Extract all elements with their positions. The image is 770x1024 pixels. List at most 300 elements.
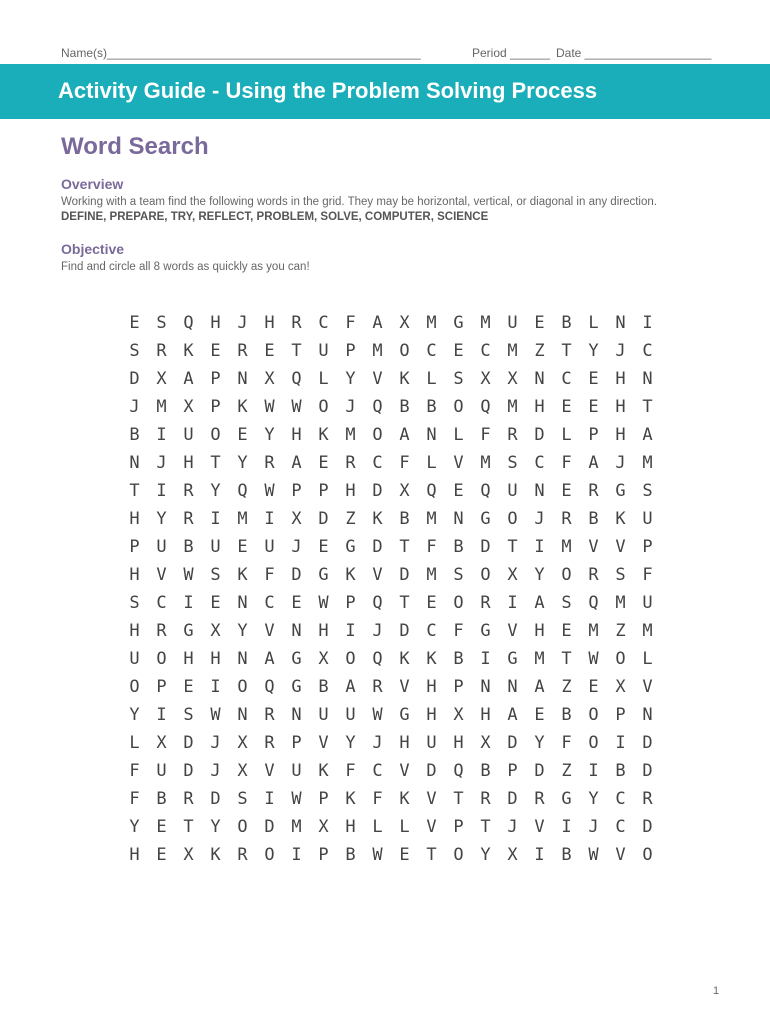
- grid-letter[interactable]: R: [561, 509, 572, 529]
- grid-letter[interactable]: C: [426, 621, 437, 641]
- grid-letter[interactable]: N: [237, 369, 248, 389]
- grid-letter[interactable]: I: [156, 481, 167, 501]
- grid-letter[interactable]: J: [210, 761, 221, 781]
- grid-letter[interactable]: X: [183, 397, 194, 417]
- grid-letter[interactable]: I: [183, 593, 194, 613]
- grid-letter[interactable]: F: [561, 733, 572, 753]
- grid-letter[interactable]: I: [642, 313, 653, 333]
- grid-letter[interactable]: Y: [534, 565, 545, 585]
- grid-letter[interactable]: L: [129, 733, 140, 753]
- grid-letter[interactable]: O: [453, 845, 464, 865]
- grid-letter[interactable]: W: [372, 845, 383, 865]
- grid-letter[interactable]: O: [480, 565, 491, 585]
- grid-letter[interactable]: O: [588, 705, 599, 725]
- grid-letter[interactable]: O: [399, 341, 410, 361]
- grid-letter[interactable]: C: [561, 369, 572, 389]
- grid-letter[interactable]: E: [237, 425, 248, 445]
- grid-letter[interactable]: F: [129, 789, 140, 809]
- grid-letter[interactable]: S: [156, 313, 167, 333]
- grid-letter[interactable]: V: [372, 369, 383, 389]
- grid-letter[interactable]: E: [210, 341, 221, 361]
- grid-letter[interactable]: A: [534, 593, 545, 613]
- grid-letter[interactable]: M: [561, 537, 572, 557]
- grid-letter[interactable]: E: [588, 397, 599, 417]
- grid-letter[interactable]: E: [561, 481, 572, 501]
- grid-letter[interactable]: T: [291, 341, 302, 361]
- grid-letter[interactable]: E: [156, 845, 167, 865]
- grid-letter[interactable]: Y: [156, 509, 167, 529]
- grid-letter[interactable]: H: [615, 369, 626, 389]
- grid-letter[interactable]: I: [291, 845, 302, 865]
- grid-letter[interactable]: K: [237, 397, 248, 417]
- grid-letter[interactable]: P: [453, 677, 464, 697]
- grid-letter[interactable]: D: [372, 537, 383, 557]
- grid-letter[interactable]: H: [129, 621, 140, 641]
- grid-letter[interactable]: O: [507, 509, 518, 529]
- grid-letter[interactable]: H: [399, 733, 410, 753]
- grid-letter[interactable]: J: [210, 733, 221, 753]
- grid-letter[interactable]: Y: [345, 733, 356, 753]
- grid-letter[interactable]: R: [264, 453, 275, 473]
- grid-letter[interactable]: T: [129, 481, 140, 501]
- grid-letter[interactable]: L: [588, 313, 599, 333]
- grid-letter[interactable]: J: [507, 817, 518, 837]
- grid-letter[interactable]: I: [156, 425, 167, 445]
- grid-letter[interactable]: Q: [588, 593, 599, 613]
- grid-letter[interactable]: H: [291, 425, 302, 445]
- grid-letter[interactable]: K: [615, 509, 626, 529]
- grid-letter[interactable]: U: [318, 341, 329, 361]
- grid-letter[interactable]: A: [264, 649, 275, 669]
- grid-letter[interactable]: C: [642, 341, 653, 361]
- grid-letter[interactable]: S: [210, 565, 221, 585]
- grid-letter[interactable]: D: [534, 761, 545, 781]
- grid-letter[interactable]: H: [426, 705, 437, 725]
- grid-letter[interactable]: X: [507, 565, 518, 585]
- grid-letter[interactable]: L: [318, 369, 329, 389]
- grid-letter[interactable]: D: [291, 565, 302, 585]
- grid-letter[interactable]: Y: [129, 705, 140, 725]
- grid-letter[interactable]: I: [345, 621, 356, 641]
- grid-letter[interactable]: M: [372, 341, 383, 361]
- grid-letter[interactable]: W: [372, 705, 383, 725]
- grid-letter[interactable]: T: [426, 845, 437, 865]
- grid-letter[interactable]: H: [183, 453, 194, 473]
- grid-letter[interactable]: D: [372, 481, 383, 501]
- grid-letter[interactable]: N: [534, 481, 545, 501]
- grid-letter[interactable]: X: [210, 621, 221, 641]
- grid-letter[interactable]: M: [345, 425, 356, 445]
- grid-letter[interactable]: T: [183, 817, 194, 837]
- grid-letter[interactable]: C: [318, 313, 329, 333]
- grid-letter[interactable]: E: [399, 845, 410, 865]
- grid-letter[interactable]: C: [156, 593, 167, 613]
- grid-letter[interactable]: Y: [237, 621, 248, 641]
- grid-letter[interactable]: W: [291, 789, 302, 809]
- grid-letter[interactable]: N: [615, 313, 626, 333]
- grid-letter[interactable]: C: [264, 593, 275, 613]
- grid-letter[interactable]: Y: [534, 733, 545, 753]
- grid-letter[interactable]: E: [534, 705, 545, 725]
- grid-letter[interactable]: X: [291, 509, 302, 529]
- grid-letter[interactable]: M: [156, 397, 167, 417]
- grid-letter[interactable]: I: [588, 761, 599, 781]
- grid-letter[interactable]: K: [183, 341, 194, 361]
- grid-letter[interactable]: H: [264, 313, 275, 333]
- grid-letter[interactable]: P: [318, 789, 329, 809]
- grid-letter[interactable]: J: [156, 453, 167, 473]
- grid-letter[interactable]: N: [453, 509, 464, 529]
- grid-letter[interactable]: W: [318, 593, 329, 613]
- grid-letter[interactable]: U: [156, 761, 167, 781]
- grid-letter[interactable]: L: [426, 453, 437, 473]
- grid-letter[interactable]: F: [129, 761, 140, 781]
- grid-letter[interactable]: H: [129, 565, 140, 585]
- grid-letter[interactable]: X: [480, 733, 491, 753]
- grid-letter[interactable]: R: [183, 789, 194, 809]
- grid-letter[interactable]: G: [345, 537, 356, 557]
- grid-letter[interactable]: Z: [615, 621, 626, 641]
- grid-letter[interactable]: O: [318, 397, 329, 417]
- grid-letter[interactable]: X: [615, 677, 626, 697]
- grid-letter[interactable]: V: [615, 845, 626, 865]
- grid-letter[interactable]: B: [453, 649, 464, 669]
- grid-letter[interactable]: M: [507, 397, 518, 417]
- grid-letter[interactable]: A: [291, 453, 302, 473]
- grid-letter[interactable]: T: [453, 789, 464, 809]
- grid-letter[interactable]: W: [588, 845, 599, 865]
- grid-letter[interactable]: P: [318, 481, 329, 501]
- grid-letter[interactable]: S: [129, 341, 140, 361]
- grid-letter[interactable]: B: [426, 397, 437, 417]
- grid-letter[interactable]: K: [345, 789, 356, 809]
- grid-letter[interactable]: K: [399, 649, 410, 669]
- grid-letter[interactable]: C: [426, 341, 437, 361]
- grid-letter[interactable]: V: [615, 537, 626, 557]
- grid-letter[interactable]: B: [588, 509, 599, 529]
- grid-letter[interactable]: N: [237, 705, 248, 725]
- grid-letter[interactable]: X: [156, 733, 167, 753]
- grid-letter[interactable]: G: [183, 621, 194, 641]
- grid-letter[interactable]: L: [453, 425, 464, 445]
- grid-letter[interactable]: N: [534, 369, 545, 389]
- grid-letter[interactable]: I: [480, 649, 491, 669]
- grid-letter[interactable]: V: [507, 621, 518, 641]
- grid-letter[interactable]: S: [561, 593, 572, 613]
- grid-letter[interactable]: I: [534, 537, 545, 557]
- grid-letter[interactable]: V: [642, 677, 653, 697]
- grid-letter[interactable]: T: [642, 397, 653, 417]
- grid-letter[interactable]: B: [561, 845, 572, 865]
- grid-letter[interactable]: B: [345, 845, 356, 865]
- grid-letter[interactable]: U: [183, 425, 194, 445]
- grid-letter[interactable]: O: [264, 845, 275, 865]
- grid-letter[interactable]: G: [318, 565, 329, 585]
- grid-letter[interactable]: H: [345, 817, 356, 837]
- grid-letter[interactable]: N: [642, 369, 653, 389]
- grid-letter[interactable]: T: [561, 649, 572, 669]
- grid-letter[interactable]: Y: [129, 817, 140, 837]
- grid-letter[interactable]: D: [642, 817, 653, 837]
- grid-letter[interactable]: I: [210, 509, 221, 529]
- grid-letter[interactable]: K: [210, 845, 221, 865]
- grid-letter[interactable]: E: [453, 481, 464, 501]
- grid-letter[interactable]: V: [264, 761, 275, 781]
- grid-letter[interactable]: X: [318, 649, 329, 669]
- grid-letter[interactable]: Y: [210, 481, 221, 501]
- grid-letter[interactable]: J: [615, 341, 626, 361]
- grid-letter[interactable]: G: [291, 649, 302, 669]
- grid-letter[interactable]: R: [183, 509, 194, 529]
- grid-letter[interactable]: F: [345, 761, 356, 781]
- grid-letter[interactable]: V: [453, 453, 464, 473]
- grid-letter[interactable]: X: [156, 369, 167, 389]
- grid-letter[interactable]: I: [210, 677, 221, 697]
- grid-letter[interactable]: H: [129, 509, 140, 529]
- grid-letter[interactable]: L: [561, 425, 572, 445]
- grid-letter[interactable]: Y: [480, 845, 491, 865]
- grid-letter[interactable]: V: [426, 789, 437, 809]
- grid-letter[interactable]: H: [210, 313, 221, 333]
- grid-letter[interactable]: U: [345, 705, 356, 725]
- grid-letter[interactable]: K: [426, 649, 437, 669]
- grid-letter[interactable]: P: [210, 397, 221, 417]
- grid-letter[interactable]: M: [426, 565, 437, 585]
- grid-letter[interactable]: J: [534, 509, 545, 529]
- grid-letter[interactable]: C: [372, 453, 383, 473]
- grid-letter[interactable]: M: [426, 509, 437, 529]
- grid-letter[interactable]: Y: [210, 817, 221, 837]
- grid-letter[interactable]: S: [453, 369, 464, 389]
- grid-letter[interactable]: H: [534, 397, 545, 417]
- grid-letter[interactable]: Q: [426, 481, 437, 501]
- grid-letter[interactable]: X: [399, 481, 410, 501]
- grid-letter[interactable]: T: [399, 537, 410, 557]
- grid-letter[interactable]: Y: [345, 369, 356, 389]
- grid-letter[interactable]: C: [615, 817, 626, 837]
- grid-letter[interactable]: P: [507, 761, 518, 781]
- grid-letter[interactable]: D: [399, 565, 410, 585]
- grid-letter[interactable]: S: [507, 453, 518, 473]
- grid-letter[interactable]: P: [642, 537, 653, 557]
- grid-letter[interactable]: X: [453, 705, 464, 725]
- grid-letter[interactable]: R: [156, 621, 167, 641]
- grid-letter[interactable]: W: [291, 397, 302, 417]
- grid-letter[interactable]: Q: [372, 649, 383, 669]
- grid-letter[interactable]: P: [345, 341, 356, 361]
- grid-letter[interactable]: N: [480, 677, 491, 697]
- grid-letter[interactable]: K: [399, 789, 410, 809]
- grid-letter[interactable]: U: [507, 481, 518, 501]
- grid-letter[interactable]: J: [237, 313, 248, 333]
- grid-letter[interactable]: F: [426, 537, 437, 557]
- grid-letter[interactable]: K: [318, 425, 329, 445]
- grid-letter[interactable]: V: [534, 817, 545, 837]
- grid-letter[interactable]: I: [507, 593, 518, 613]
- grid-letter[interactable]: F: [642, 565, 653, 585]
- grid-letter[interactable]: B: [318, 677, 329, 697]
- grid-letter[interactable]: H: [615, 425, 626, 445]
- grid-letter[interactable]: T: [480, 817, 491, 837]
- grid-letter[interactable]: M: [642, 453, 653, 473]
- grid-letter[interactable]: R: [642, 789, 653, 809]
- grid-letter[interactable]: A: [372, 313, 383, 333]
- grid-letter[interactable]: H: [210, 649, 221, 669]
- grid-letter[interactable]: M: [237, 509, 248, 529]
- grid-letter[interactable]: N: [642, 705, 653, 725]
- grid-letter[interactable]: E: [561, 621, 572, 641]
- grid-letter[interactable]: J: [129, 397, 140, 417]
- grid-letter[interactable]: V: [156, 565, 167, 585]
- grid-letter[interactable]: L: [399, 817, 410, 837]
- grid-letter[interactable]: Q: [372, 397, 383, 417]
- grid-letter[interactable]: R: [372, 677, 383, 697]
- grid-letter[interactable]: F: [399, 453, 410, 473]
- grid-letter[interactable]: H: [318, 621, 329, 641]
- grid-letter[interactable]: O: [237, 817, 248, 837]
- grid-letter[interactable]: C: [615, 789, 626, 809]
- grid-letter[interactable]: N: [507, 677, 518, 697]
- grid-letter[interactable]: Y: [588, 341, 599, 361]
- grid-letter[interactable]: M: [426, 313, 437, 333]
- grid-letter[interactable]: C: [534, 453, 545, 473]
- grid-letter[interactable]: U: [507, 313, 518, 333]
- grid-letter[interactable]: R: [345, 453, 356, 473]
- grid-letter[interactable]: D: [642, 761, 653, 781]
- grid-letter[interactable]: O: [615, 649, 626, 669]
- grid-letter[interactable]: U: [210, 537, 221, 557]
- grid-letter[interactable]: I: [615, 733, 626, 753]
- grid-letter[interactable]: N: [129, 453, 140, 473]
- grid-letter[interactable]: R: [156, 341, 167, 361]
- grid-letter[interactable]: B: [453, 537, 464, 557]
- grid-letter[interactable]: U: [129, 649, 140, 669]
- grid-letter[interactable]: U: [642, 593, 653, 613]
- grid-letter[interactable]: U: [426, 733, 437, 753]
- grid-letter[interactable]: V: [399, 677, 410, 697]
- grid-letter[interactable]: R: [507, 425, 518, 445]
- grid-letter[interactable]: B: [156, 789, 167, 809]
- grid-letter[interactable]: V: [426, 817, 437, 837]
- grid-letter[interactable]: F: [453, 621, 464, 641]
- grid-letter[interactable]: K: [345, 565, 356, 585]
- grid-letter[interactable]: U: [642, 509, 653, 529]
- grid-letter[interactable]: O: [210, 425, 221, 445]
- grid-letter[interactable]: U: [291, 761, 302, 781]
- grid-letter[interactable]: F: [372, 789, 383, 809]
- grid-letter[interactable]: J: [291, 537, 302, 557]
- grid-letter[interactable]: E: [264, 341, 275, 361]
- grid-letter[interactable]: D: [507, 789, 518, 809]
- grid-letter[interactable]: B: [561, 313, 572, 333]
- grid-letter[interactable]: P: [156, 677, 167, 697]
- grid-letter[interactable]: R: [588, 481, 599, 501]
- grid-letter[interactable]: X: [237, 733, 248, 753]
- grid-letter[interactable]: P: [291, 481, 302, 501]
- grid-letter[interactable]: S: [615, 565, 626, 585]
- grid-letter[interactable]: M: [615, 593, 626, 613]
- grid-letter[interactable]: K: [318, 761, 329, 781]
- grid-letter[interactable]: O: [345, 649, 356, 669]
- grid-letter[interactable]: R: [237, 845, 248, 865]
- grid-letter[interactable]: Q: [291, 369, 302, 389]
- grid-letter[interactable]: G: [480, 509, 491, 529]
- grid-letter[interactable]: Z: [345, 509, 356, 529]
- grid-letter[interactable]: E: [426, 593, 437, 613]
- grid-letter[interactable]: T: [399, 593, 410, 613]
- grid-letter[interactable]: H: [426, 677, 437, 697]
- grid-letter[interactable]: E: [129, 313, 140, 333]
- grid-letter[interactable]: E: [534, 313, 545, 333]
- grid-letter[interactable]: J: [345, 397, 356, 417]
- grid-letter[interactable]: X: [237, 761, 248, 781]
- grid-letter[interactable]: F: [264, 565, 275, 585]
- grid-letter[interactable]: B: [129, 425, 140, 445]
- grid-letter[interactable]: B: [399, 509, 410, 529]
- grid-letter[interactable]: S: [237, 789, 248, 809]
- grid-letter[interactable]: A: [183, 369, 194, 389]
- grid-letter[interactable]: T: [210, 453, 221, 473]
- grid-letter[interactable]: D: [534, 425, 545, 445]
- grid-letter[interactable]: W: [210, 705, 221, 725]
- grid-letter[interactable]: E: [237, 537, 248, 557]
- grid-letter[interactable]: B: [615, 761, 626, 781]
- grid-letter[interactable]: V: [372, 565, 383, 585]
- grid-letter[interactable]: V: [588, 537, 599, 557]
- grid-letter[interactable]: I: [561, 817, 572, 837]
- grid-letter[interactable]: V: [399, 761, 410, 781]
- grid-letter[interactable]: H: [129, 845, 140, 865]
- grid-letter[interactable]: E: [318, 453, 329, 473]
- grid-letter[interactable]: G: [480, 621, 491, 641]
- grid-letter[interactable]: M: [291, 817, 302, 837]
- grid-letter[interactable]: E: [183, 677, 194, 697]
- grid-letter[interactable]: I: [534, 845, 545, 865]
- grid-letter[interactable]: Y: [588, 789, 599, 809]
- grid-letter[interactable]: L: [426, 369, 437, 389]
- grid-letter[interactable]: M: [480, 313, 491, 333]
- grid-letter[interactable]: D: [264, 817, 275, 837]
- grid-letter[interactable]: O: [453, 397, 464, 417]
- grid-letter[interactable]: W: [264, 397, 275, 417]
- grid-letter[interactable]: P: [129, 537, 140, 557]
- grid-letter[interactable]: D: [426, 761, 437, 781]
- grid-letter[interactable]: P: [588, 425, 599, 445]
- grid-letter[interactable]: X: [507, 369, 518, 389]
- grid-letter[interactable]: P: [291, 733, 302, 753]
- grid-letter[interactable]: R: [480, 593, 491, 613]
- grid-letter[interactable]: F: [480, 425, 491, 445]
- grid-letter[interactable]: V: [264, 621, 275, 641]
- grid-letter[interactable]: J: [615, 453, 626, 473]
- grid-letter[interactable]: R: [264, 733, 275, 753]
- grid-letter[interactable]: D: [399, 621, 410, 641]
- grid-letter[interactable]: Z: [561, 677, 572, 697]
- grid-letter[interactable]: M: [642, 621, 653, 641]
- grid-letter[interactable]: N: [237, 593, 248, 613]
- grid-letter[interactable]: E: [588, 369, 599, 389]
- grid-letter[interactable]: H: [453, 733, 464, 753]
- grid-letter[interactable]: R: [588, 565, 599, 585]
- grid-letter[interactable]: M: [588, 621, 599, 641]
- grid-letter[interactable]: K: [399, 369, 410, 389]
- grid-letter[interactable]: Q: [480, 397, 491, 417]
- grid-letter[interactable]: P: [453, 817, 464, 837]
- grid-letter[interactable]: A: [588, 453, 599, 473]
- grid-letter[interactable]: G: [615, 481, 626, 501]
- grid-letter[interactable]: E: [156, 817, 167, 837]
- grid-letter[interactable]: M: [534, 649, 545, 669]
